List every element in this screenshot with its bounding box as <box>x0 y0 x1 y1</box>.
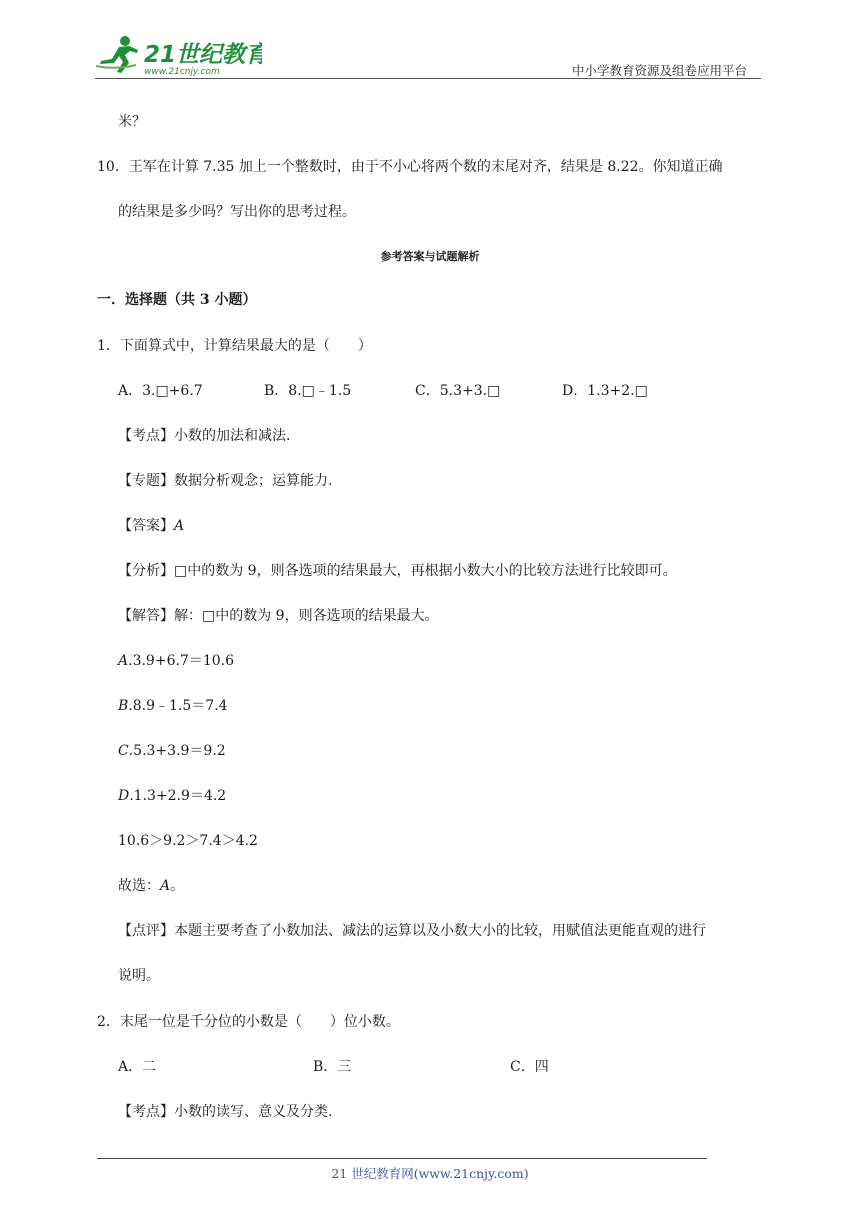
q2-option-c: C．四 <box>510 1059 549 1075</box>
question-2-stem: 2．末尾一位是千分位的小数是（ ）位小数。 <box>97 1014 400 1030</box>
svg-text:21世纪教育: 21世纪教育 <box>144 42 262 68</box>
calc-letter: C <box>118 743 129 759</box>
choose-label: 故选： <box>118 878 160 894</box>
calc-expr: .3.9+6.7＝10.6 <box>128 653 235 669</box>
question-10-line-1: 10．王军在计算 7.35 加上一个整数时，由于不小心将两个数的末尾对齐，结果是 8.22。你知道正确 <box>97 159 723 175</box>
choose-end: 。 <box>170 878 185 894</box>
section-heading: 一．选择题（共 3 小题） <box>97 292 257 308</box>
q1-zhuanti: 【专题】数据分析观念；运算能力. <box>118 473 333 489</box>
calc-line-c <box>118 741 226 761</box>
answer-label: 【答案】 <box>118 518 174 534</box>
calc-expr: .8.9﹣1.5＝7.4 <box>128 698 228 714</box>
calc-expr: .1.3+2.9＝4.2 <box>129 788 227 804</box>
q1-option-d: D．1.3+2.□ <box>562 383 648 399</box>
q2-kaodian: 【考点】小数的读写、意义及分类. <box>118 1104 333 1120</box>
q2-option-a: A．二 <box>118 1059 157 1075</box>
footer-link[interactable]: 21 世纪教育网(www.21cnjy.com) <box>331 1166 529 1181</box>
site-logo <box>92 32 262 78</box>
q1-option-a: A．3.□+6.7 <box>118 383 203 399</box>
calc-expr: .5.3+3.9＝9.2 <box>128 743 226 759</box>
answer-value: A <box>174 518 185 534</box>
q1-option-b: B．8.□﹣1.5 <box>264 383 352 399</box>
calc-line-d <box>118 786 226 806</box>
q1-answer <box>118 516 184 536</box>
svg-text:www.21cnjy.com: www.21cnjy.com <box>144 67 220 77</box>
platform-name: 中小学教育资源及组卷应用平台 <box>572 63 748 78</box>
choose-value: A <box>160 878 171 894</box>
q1-dianping-line-2: 说明。 <box>118 968 160 984</box>
calc-letter: B <box>118 698 129 714</box>
footer-divider <box>97 1158 707 1159</box>
q1-kaodian: 【考点】小数的加法和减法. <box>118 428 291 444</box>
prev-question-tail: 米？ <box>118 114 146 130</box>
calc-line-a <box>118 651 234 671</box>
calc-line-b <box>118 696 228 716</box>
q1-fenxi: 【分析】□中的数为 9，则各选项的结果最大，再根据小数大小的比较方法进行比较即可。 <box>118 563 677 579</box>
q2-option-b: B．三 <box>313 1059 352 1075</box>
answers-title: 参考答案与试题解析 <box>380 250 480 263</box>
calc-letter: D <box>118 788 130 804</box>
q1-option-c: C．5.3+3.□ <box>415 383 501 399</box>
q1-jieda: 【解答】解：□中的数为 9，则各选项的结果最大。 <box>118 608 439 624</box>
compare-line: 10.6＞9.2＞7.4＞4.2 <box>118 833 258 849</box>
runner-logo-icon <box>92 32 262 78</box>
header-divider <box>95 78 761 79</box>
question-10-line-2: 的结果是多少吗？写出你的思考过程。 <box>118 204 356 220</box>
choose-line <box>118 876 184 896</box>
q1-dianping-line-1: 【点评】本题主要考查了小数加法、减法的运算以及小数大小的比较，用赋值法更能直观的进行 <box>118 923 706 939</box>
calc-letter: A <box>118 653 129 669</box>
question-1-stem: 1．下面算式中，计算结果最大的是（ ） <box>97 338 372 354</box>
